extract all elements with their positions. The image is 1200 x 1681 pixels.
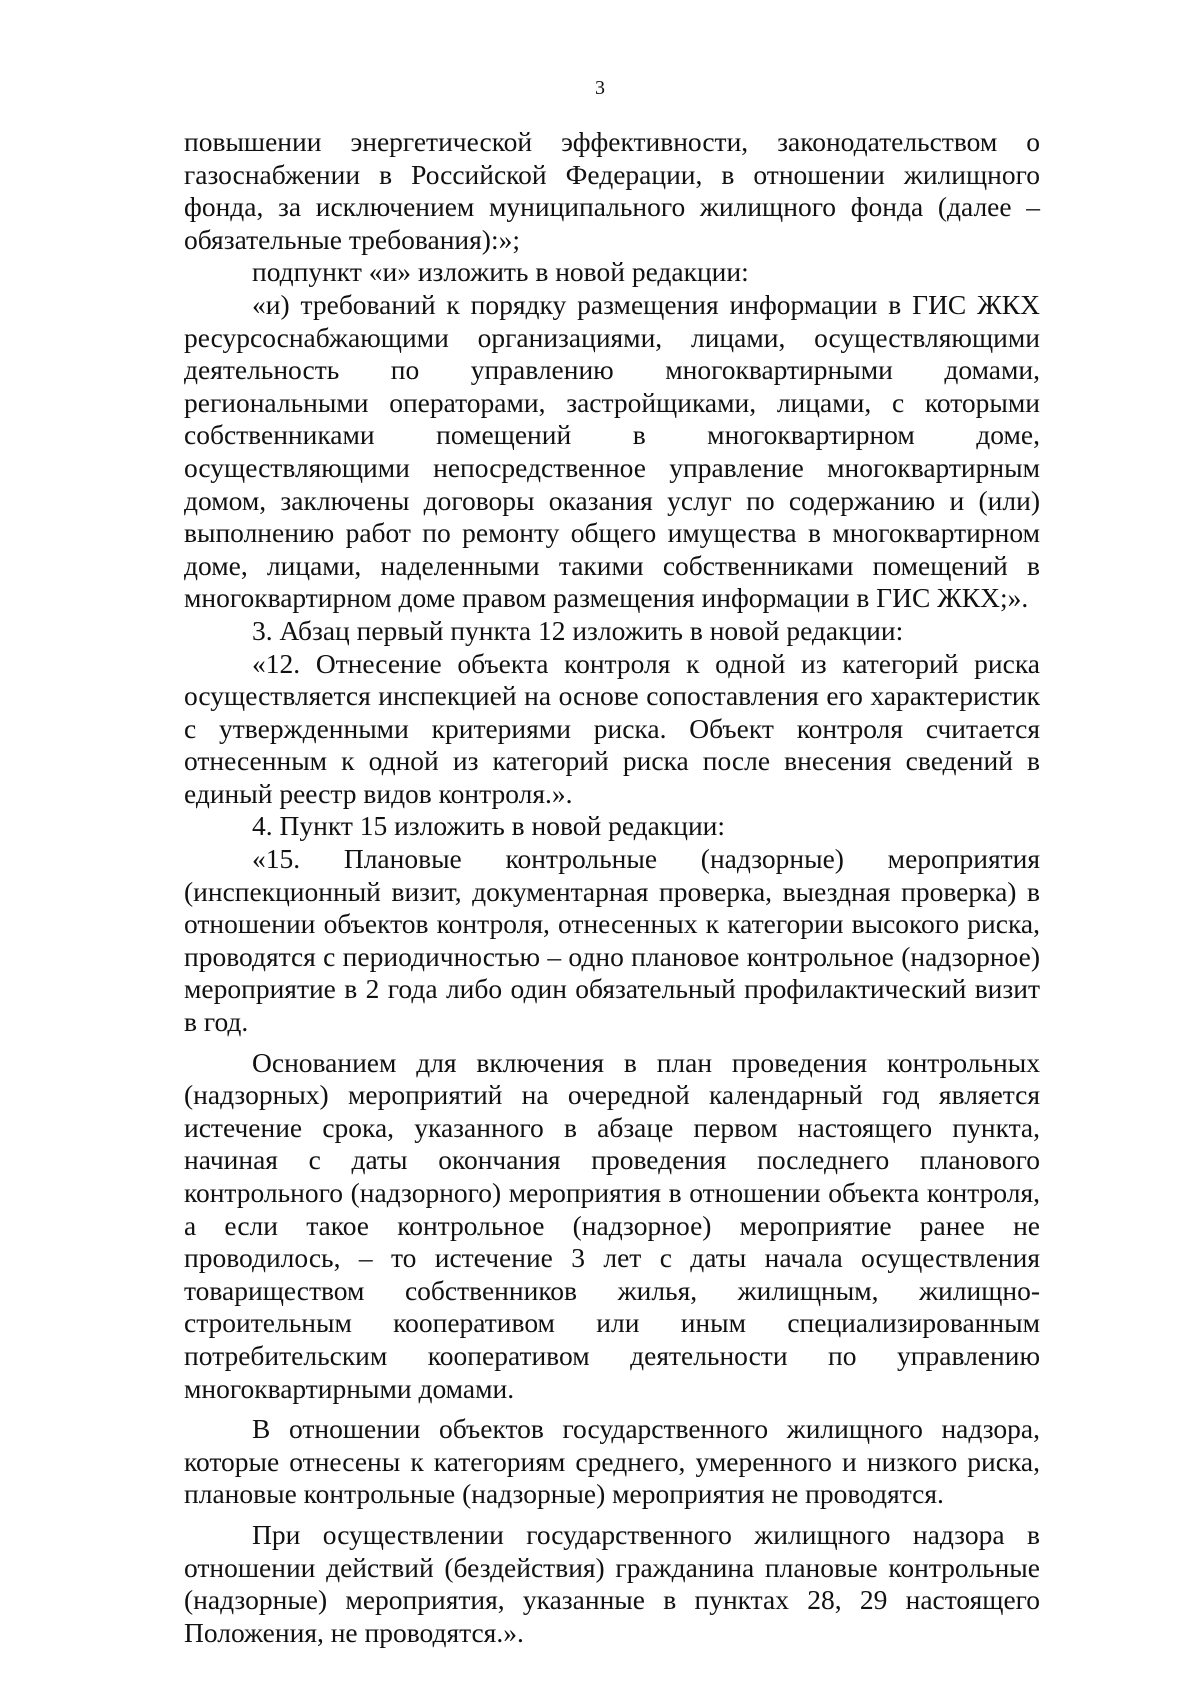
paragraph-subpoint-intro: подпункт «и» изложить в новой редакции: bbox=[252, 256, 749, 288]
document-body bbox=[184, 126, 1040, 1649]
page-number: 3 bbox=[595, 77, 605, 99]
paragraph-citizen-actions: При осуществлении государственного жилищного надзора в отношении действий (бездействия) гражданина плановые контрольные (надзорные) мероприятия, указанные в пунктах 28, 29 настоящего Положения, не проводятся.». bbox=[184, 1518, 1040, 1648]
paragraph-subpoint-i: «и) требований к порядку размещения информации в ГИС ЖКХ ресурсоснабжающими организациями, лицами, осуществляющими деятельность по управлению многоквартирными домами, региональными операторами, застройщиками, лицами, с которыми собственниками помещений в многоквартирном доме, осуществляющими непосредственное управление многоквартирным домом, заключены договоры оказания услуг по содержанию и (или) выполнению работ по ремонту общего имущества в многоквартирном доме, лицами, наделенными такими собственниками помещений в многоквартирном доме правом размещения информации в ГИС ЖКХ;». bbox=[184, 288, 1040, 614]
paragraph-item-12-text: «12. Отнесение объекта контроля к одной из категорий риска осуществляется инспекцией на основе сопоставления его характеристик с утвержденными критериями риска. Объект контроля считается отнесенным к одной из категорий риска после внесения сведений в единый реестр видов контроля.». bbox=[184, 647, 1040, 809]
paragraph-risk-categories: В отношении объектов государственного жилищного надзора, которые отнесены к категориям среднего, умеренного и низкого риска, плановые контрольные (надзорные) мероприятия не проводятся. bbox=[184, 1413, 1040, 1510]
paragraph-basis: Основанием для включения в план проведения контрольных (надзорных) мероприятий на очередной календарный год является истечение срока, указанного в абзаце первом настоящего пункта, начиная с даты окончания проведения последнего планового контрольного (надзорного) мероприятия в отношении объекта контроля, а если такое контрольное (надзорное) мероприятие ранее не проводилось, – то истечение 3 лет с даты начала осуществления товариществом собственников жилья, жилищным, жилищно-строительным кооперативом или иным специализированным потребительским кооперативом деятельности по управлению многоквартирными домами. bbox=[184, 1046, 1040, 1404]
paragraph-item-4: 4. Пункт 15 изложить в новой редакции: bbox=[252, 810, 726, 842]
paragraph-item-3: 3. Абзац первый пункта 12 изложить в новой редакции: bbox=[252, 614, 904, 646]
paragraph-continuation: повышении энергетической эффективности, законодательством о газоснабжении в Российской Федерации, в отношении жилищного фонда, за исключением муниципального жилищного фонда (далее – обязательные требования):»; bbox=[184, 126, 1040, 255]
paragraph-item-15-text: «15. Плановые контрольные (надзорные) мероприятия (инспекционный визит, документарная проверка, выездная проверка) в отношении объектов контроля, отнесенных к категории высокого риска, проводятся с периодичностью – одно плановое контрольное (надзорное) мероприятие в 2 года либо один обязательный профилактический визит в год. bbox=[184, 843, 1040, 1038]
